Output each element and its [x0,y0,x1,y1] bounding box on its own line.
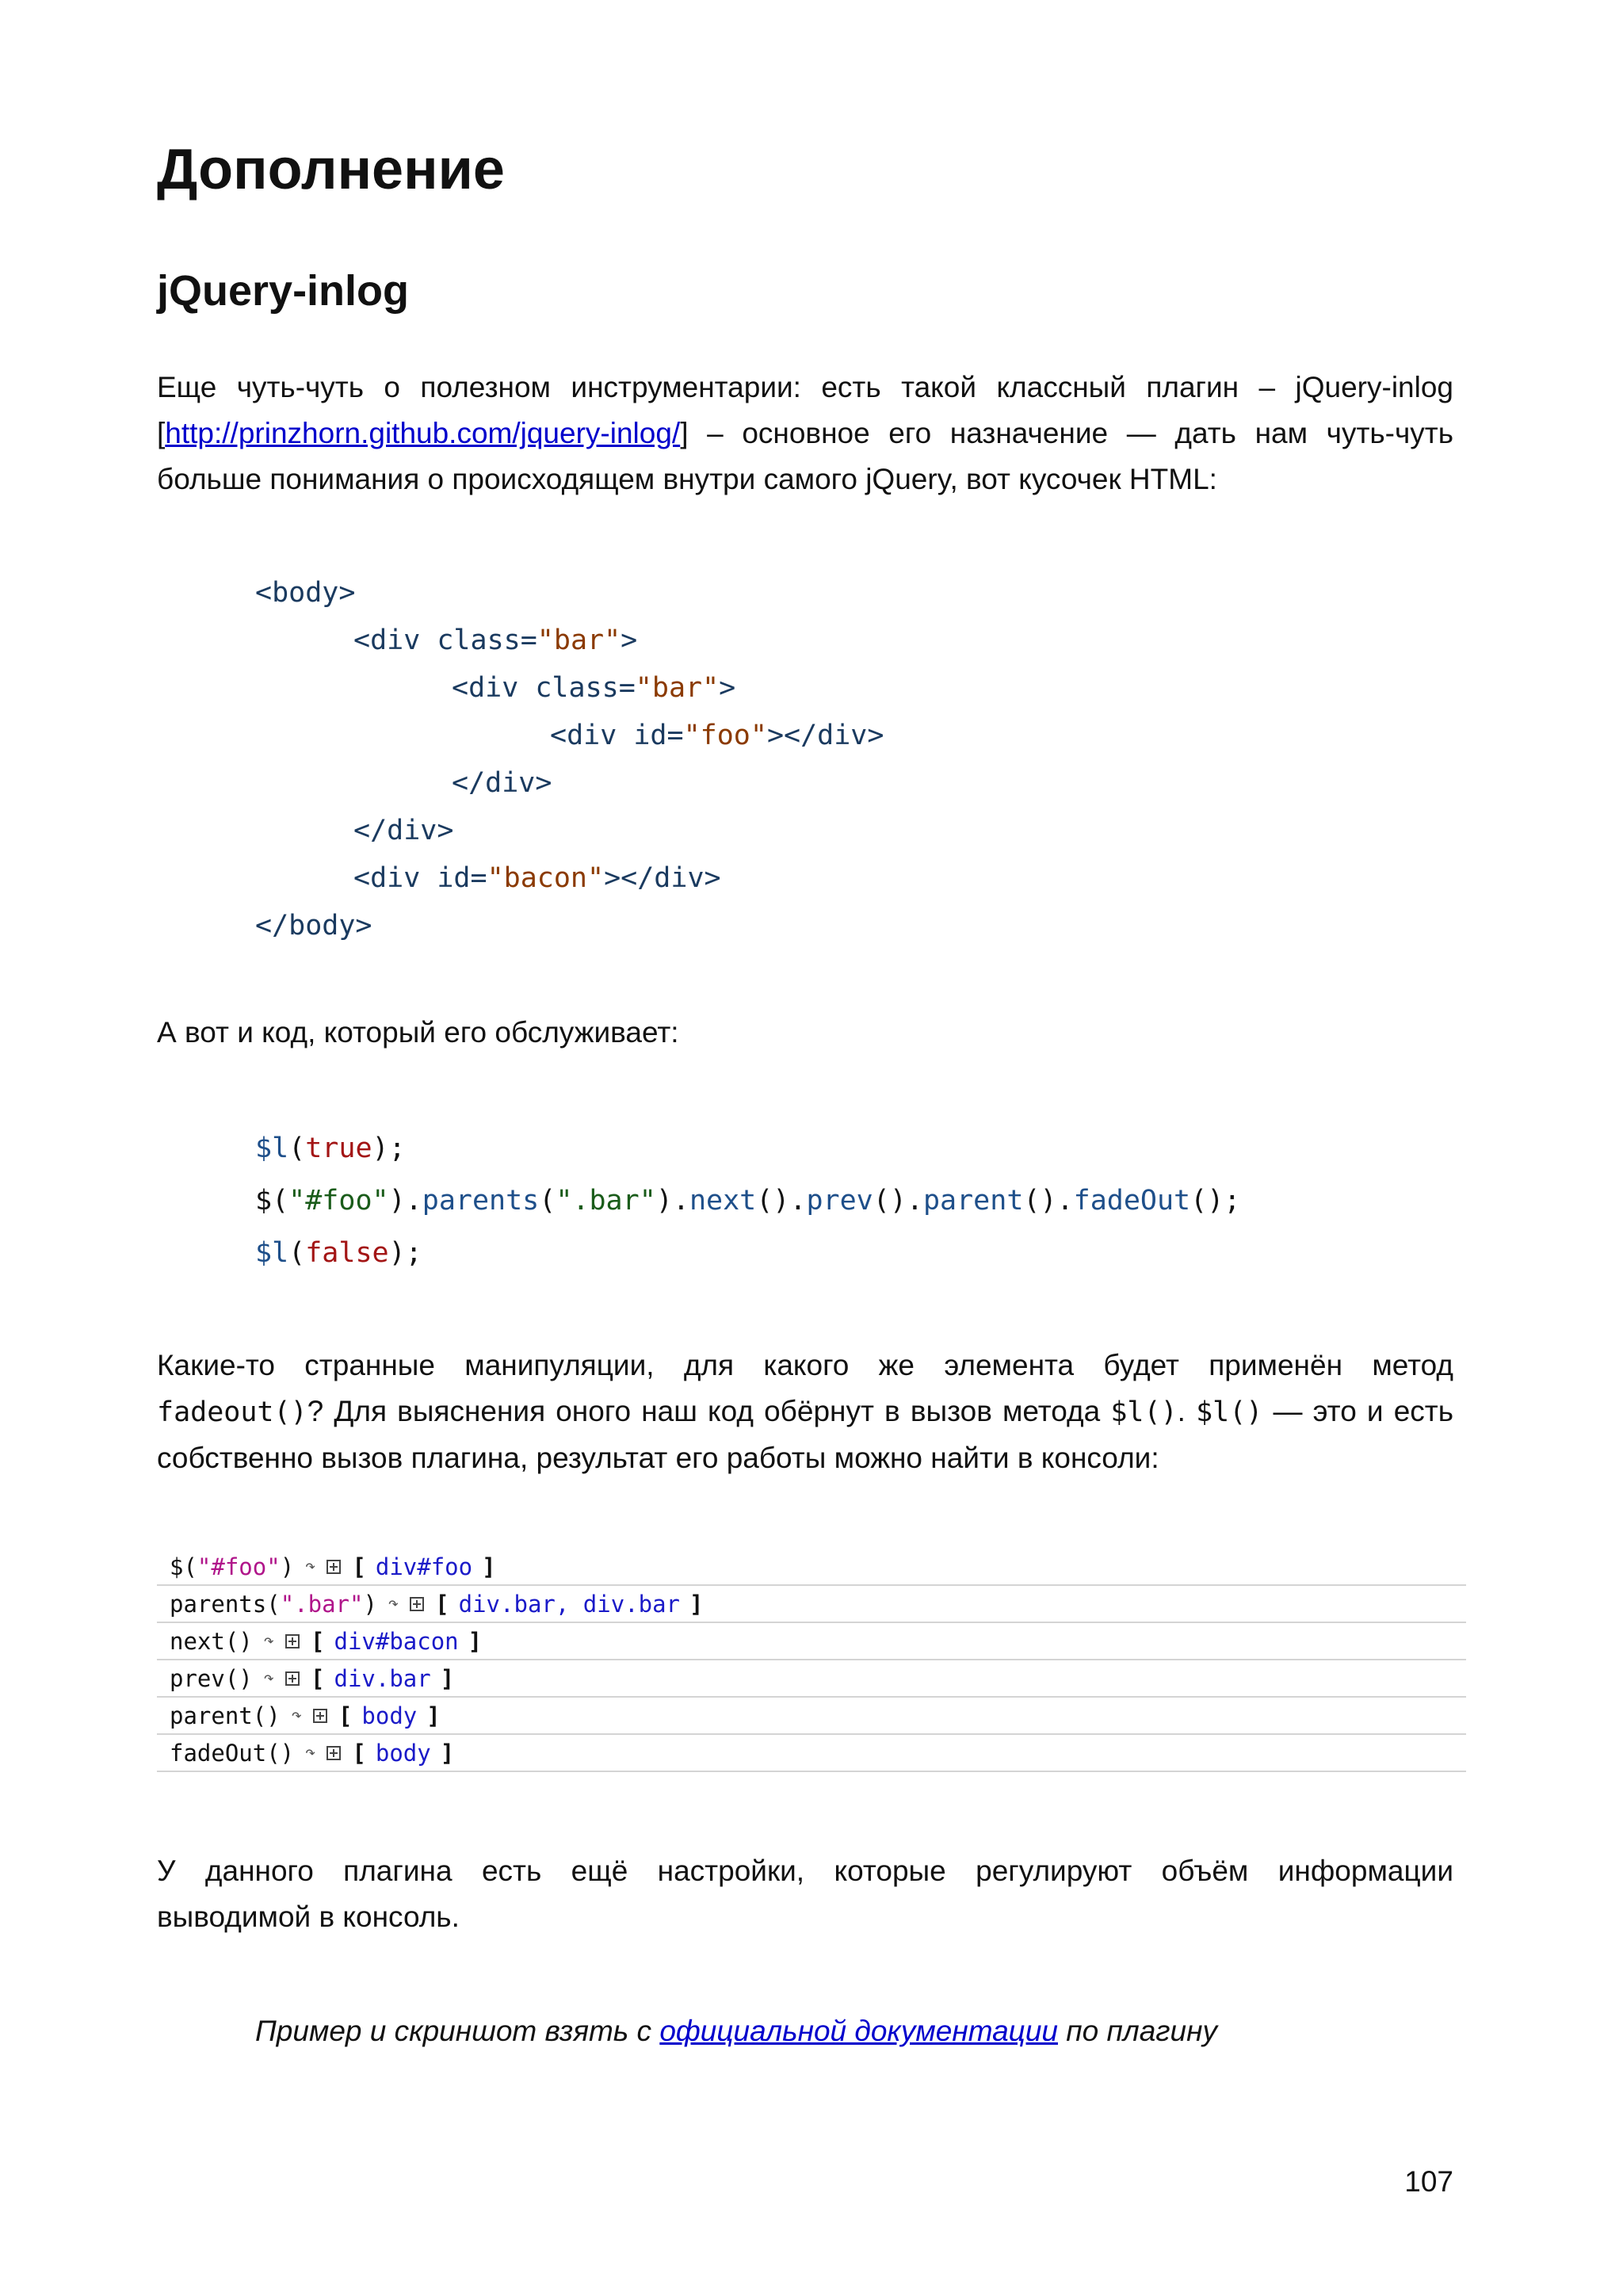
result-open-bracket: [ [352,1553,366,1580]
intro-paragraph [157,365,1453,502]
result-open-bracket: [ [311,1627,325,1655]
result-open-bracket: [ [352,1739,366,1767]
console-call: next() [170,1627,253,1655]
code-line: <body> [255,577,356,609]
settings-paragraph [157,1848,1453,1940]
code-line: <div id="bacon"></div> [353,862,721,894]
console-result[interactable]: div.bar [334,1664,431,1692]
result-open-bracket: [ [338,1702,353,1729]
console-call: $( [170,1553,197,1580]
console-result[interactable]: body [361,1702,418,1729]
intro-line-1: Еще чуть-чуть о полезном инструментарии: есть такой классный плагин – jQuery-inlog [157,371,1453,403]
expand-icon[interactable] [410,1597,424,1611]
result-close-bracket: ] [482,1553,496,1580]
console-row [157,1586,1466,1623]
source-note: Пример и скриншот взять с официальной документации по плагину [255,2015,1217,2047]
expand-icon[interactable] [327,1560,341,1574]
code-line: </body> [255,910,372,942]
console-call-arg: "#foo" [197,1553,281,1580]
console-call: prev() [170,1664,253,1692]
code-line: <div class="bar"> [353,625,638,656]
result-close-bracket: ] [440,1739,455,1767]
result-close-bracket: ] [468,1627,483,1655]
result-close-bracket: ] [426,1702,441,1729]
console-row [157,1660,1466,1698]
console-result[interactable]: div#foo [375,1553,473,1580]
console-call: parent() [170,1702,281,1729]
js-code-block [255,1122,1240,1279]
console-result[interactable]: div.bar, div.bar [458,1590,680,1618]
chain-arrow-icon: ↷ [388,1594,399,1614]
chain-arrow-icon: ↷ [263,1631,275,1651]
expand-icon[interactable] [285,1634,300,1648]
explain-line-3: собственно вызов плагина, результат его работы можно найти в консоли: [157,1442,1159,1474]
code-line: <div id="foo"></div> [550,720,884,751]
chain-arrow-icon: ↷ [263,1668,275,1688]
result-close-bracket: ] [440,1664,455,1692]
explain-line-1: Какие-то странные манипуляции, для какого же элемента будет применён метод [157,1349,1453,1381]
console-row [157,1549,1466,1586]
plugin-link[interactable]: http://prinzhorn.github.com/jquery-inlog/ [165,417,681,449]
html-code-block [255,569,884,949]
expand-icon[interactable] [327,1746,341,1760]
result-open-bracket: [ [435,1590,449,1618]
console-result[interactable]: div#bacon [334,1627,459,1655]
chain-arrow-icon: ↷ [305,1743,316,1763]
link-bracket: [ [157,417,166,449]
console-call-close: ) [363,1590,377,1618]
chain-arrow-icon: ↷ [291,1706,302,1725]
code-intro [157,1010,1453,1056]
code-intro-text: А вот и код, который его обслуживает: [157,1016,679,1049]
console-call: parents( [170,1590,281,1618]
code-line: </div> [452,767,552,799]
console-row [157,1735,1466,1772]
intro-line-2-rest: ] – основное его назначение — дать нам чуть-чуть [680,417,1453,449]
section-heading: jQuery-inlog [157,267,410,315]
console-call: fadeOut() [170,1739,295,1767]
page-number: 107 [1404,2165,1453,2198]
explain-paragraph [157,1343,1453,1481]
settings-line-1: У данного плагина есть ещё настройки, которые регулируют объём информации [157,1855,1453,1887]
code-line: $l(false); [255,1237,422,1269]
code-line: $("#foo").parents(".bar").next().prev().parent().fadeOut(); [255,1185,1241,1217]
code-line: $l(true); [255,1133,406,1164]
console-call-arg: ".bar" [280,1590,364,1618]
settings-line-2: выводимой в консоль. [157,1901,460,1933]
console-row [157,1623,1466,1660]
console-call-close: ) [280,1553,295,1580]
expand-icon[interactable] [313,1709,327,1723]
console-output [157,1549,1466,1772]
intro-line-2 [157,411,1453,457]
expand-icon[interactable] [285,1671,300,1686]
intro-line-3: больше понимания о происходящем внутри самого jQuery, вот кусочек HTML: [157,463,1217,495]
console-result[interactable]: body [375,1739,431,1767]
chain-arrow-icon: ↷ [305,1557,316,1576]
result-close-bracket: ] [689,1590,704,1618]
code-line: <div class="bar"> [452,672,736,704]
result-open-bracket: [ [311,1664,325,1692]
page-heading: Дополнение [157,138,505,201]
code-line: </div> [353,815,454,846]
explain-line-2: fadeout()? Для выяснения оного наш код обёрнут в вызов метода $l(). $l() — это и есть [157,1395,1454,1428]
console-row [157,1698,1466,1735]
docs-link[interactable]: официальной документации [659,2015,1058,2047]
